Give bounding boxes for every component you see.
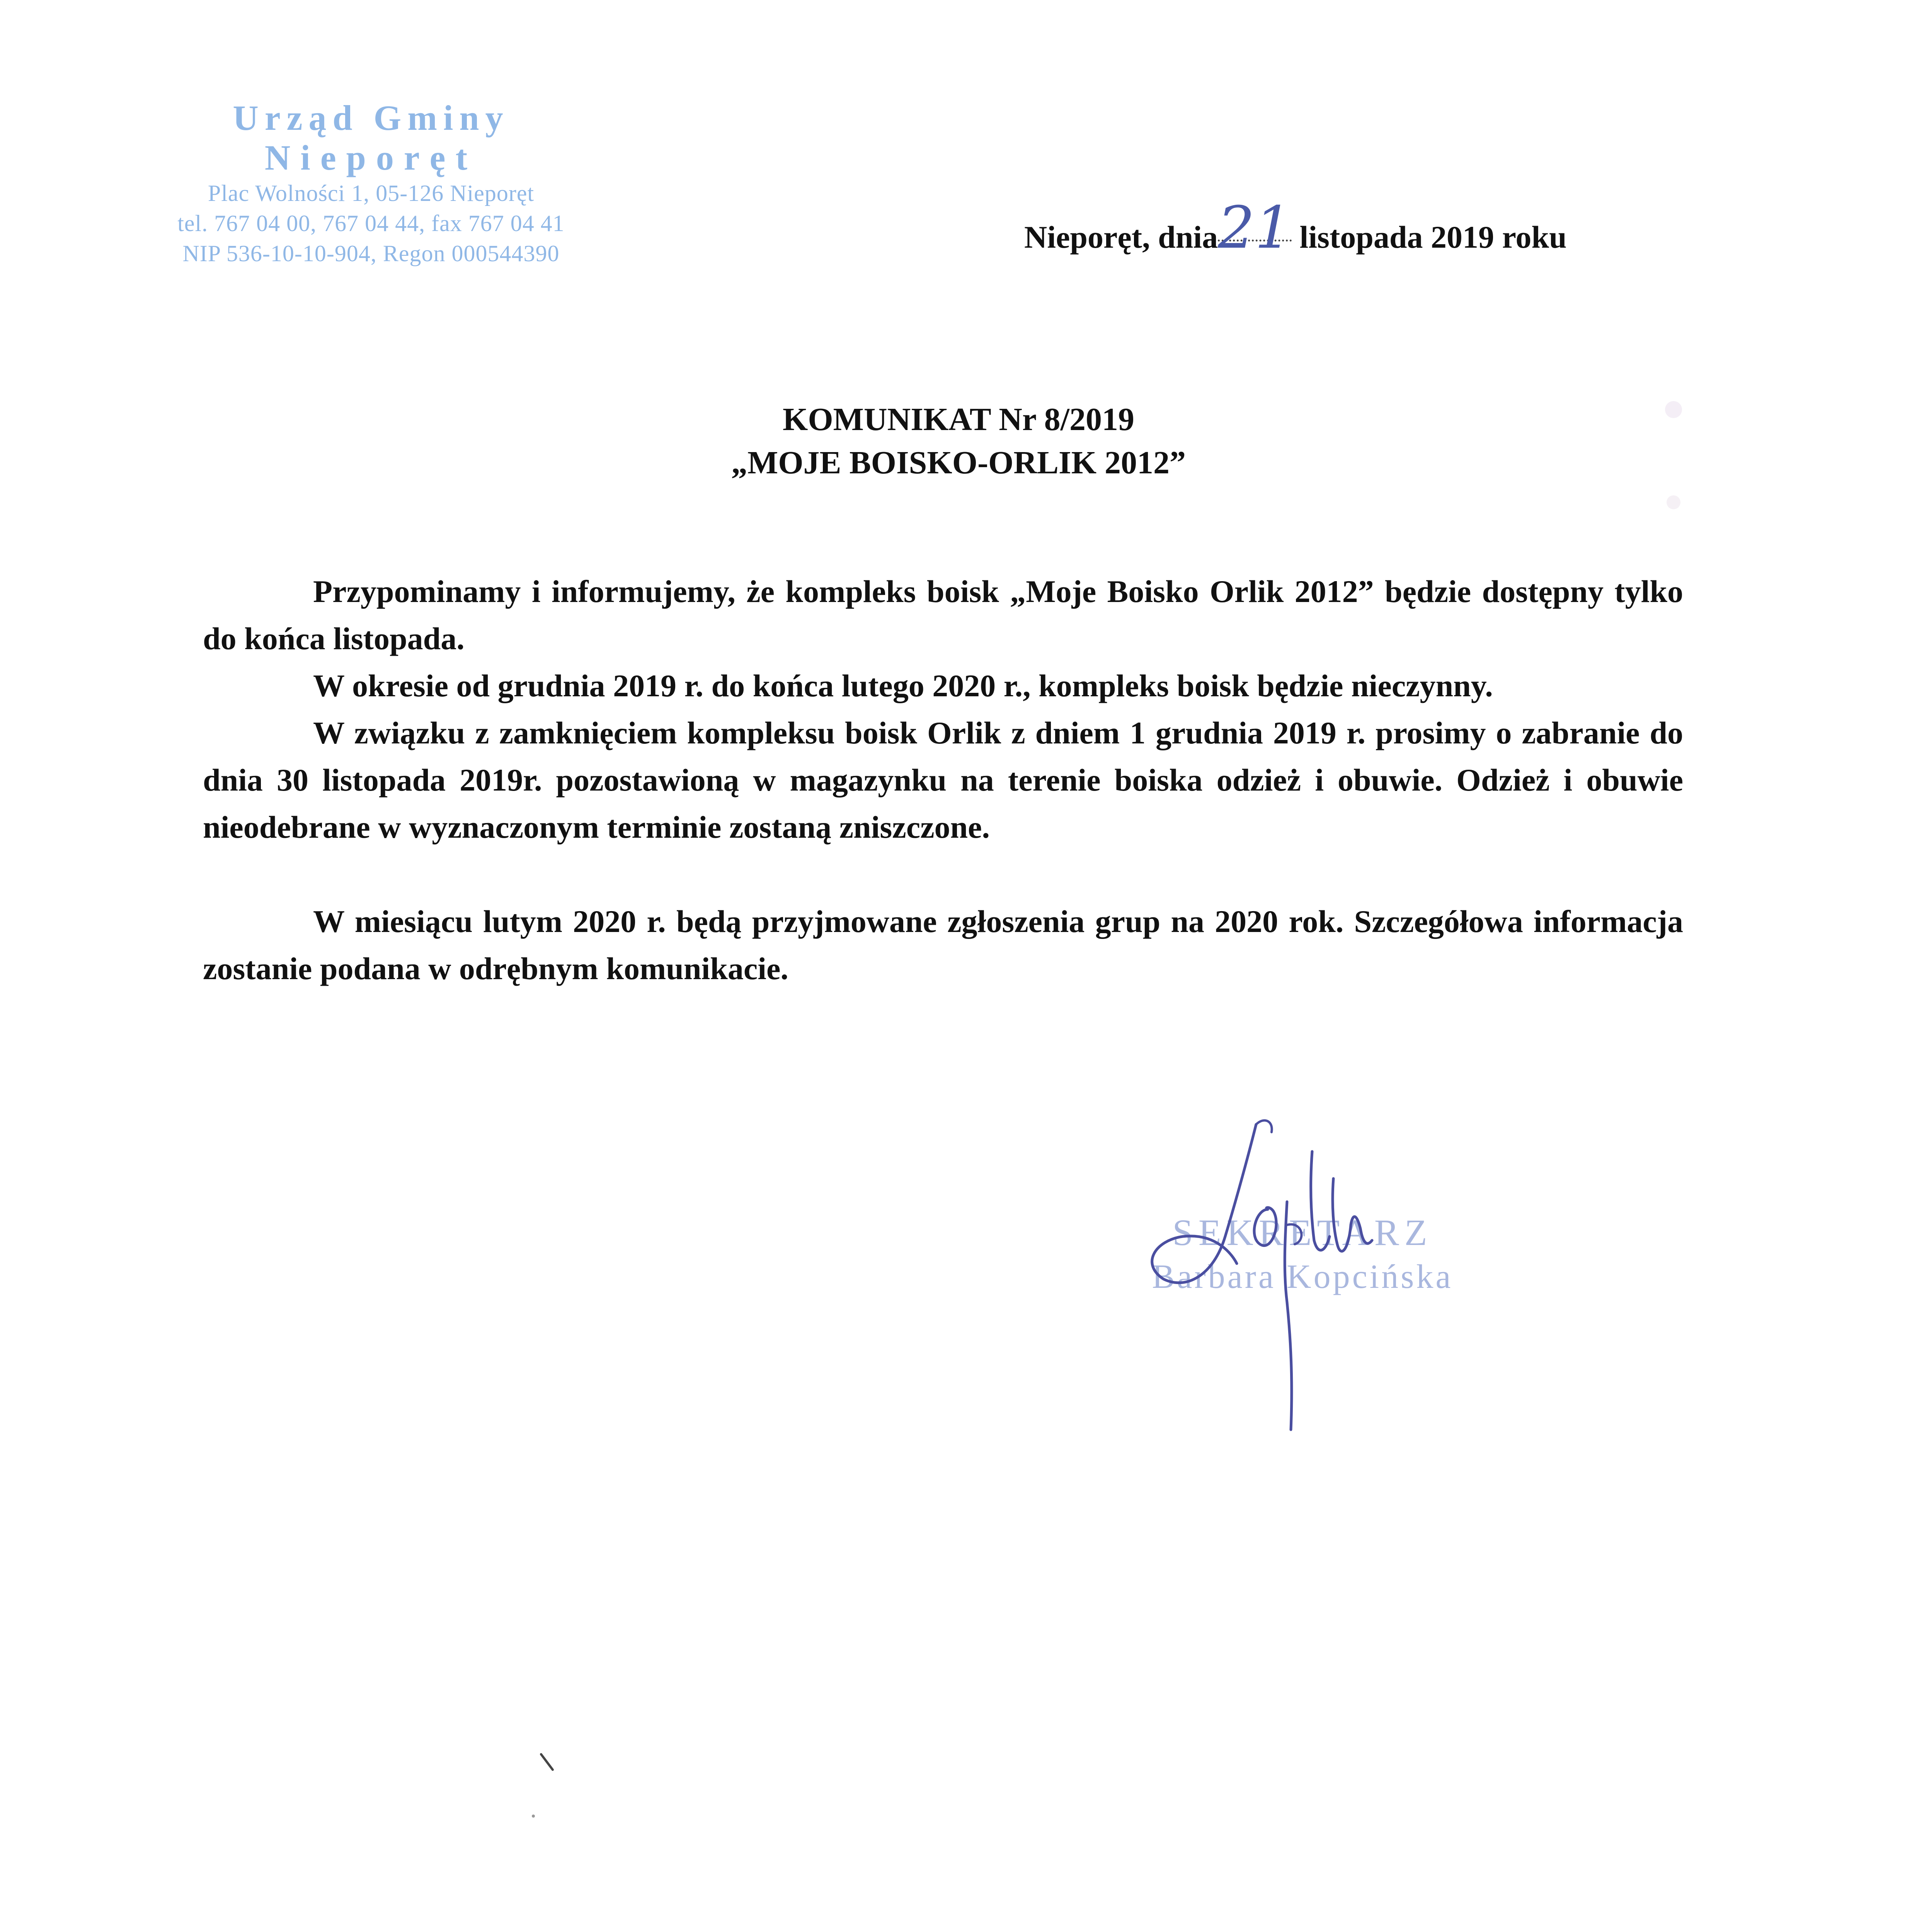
document-title (0, 398, 1917, 485)
stray-dot (529, 1812, 537, 1820)
signature-stamp-role: SEKRETARZ (1172, 1212, 1433, 1253)
signature-stamp-name: Barbara Kopcińska (1152, 1258, 1453, 1296)
date-line (1024, 194, 1567, 262)
body-paragraph-1: Przypominamy i informujemy, że kompleks boisk „Moje Boisko Orlik 2012” będzie dostępny tylko do końca listopada. (203, 574, 1683, 656)
letterhead-office: Urząd Gminy (233, 98, 509, 138)
title-line-2: „MOJE BOISKO-ORLIK 2012” (731, 445, 1186, 481)
stray-smudge (1662, 398, 1685, 421)
letterhead-stamp (97, 99, 645, 269)
title-line-1: KOMUNIKAT Nr 8/2019 (782, 401, 1134, 437)
body-paragraph-3: W związku z zamknięciem kompleksu boisk Orlik z dniem 1 grudnia 2019 r. prosimy o zabranie do dnia 30 listopada 2019r. pozostawioną w magazynku na terenie boiska odzież i obuwie. Odzież i obuwie nieodebrane w wyznaczonym terminie zostaną zniszczone. (203, 715, 1683, 845)
stray-mark (537, 1750, 568, 1781)
letterhead-address: Plac Wolności 1, 05-126 Nieporęt (208, 180, 535, 206)
date-day-handwritten: 21 (1218, 194, 1292, 262)
body-paragraph-2: W okresie od grudnia 2019 r. do końca lutego 2020 r., kompleks boisk będzie nieczynny. (313, 668, 1493, 703)
document-body (203, 568, 1683, 992)
date-suffix: listopada 2019 roku (1299, 219, 1567, 255)
handwritten-signature (1140, 1109, 1488, 1457)
date-prefix: Nieporęt, dnia (1024, 219, 1218, 255)
body-paragraph-4: W miesiącu lutym 2020 r. będą przyjmowane zgłoszenia grup na 2020 rok. Szczegółowa informacja zostanie podana w odrębnym komunikacie. (203, 904, 1683, 986)
letterhead-town: Nieporęt (264, 138, 478, 177)
letterhead-phones: tel. 767 04 00, 767 04 44, fax 767 04 41 (177, 211, 565, 236)
stray-smudge (1662, 491, 1685, 514)
letterhead-ids: NIP 536-10-10-904, Regon 000544390 (182, 241, 560, 266)
